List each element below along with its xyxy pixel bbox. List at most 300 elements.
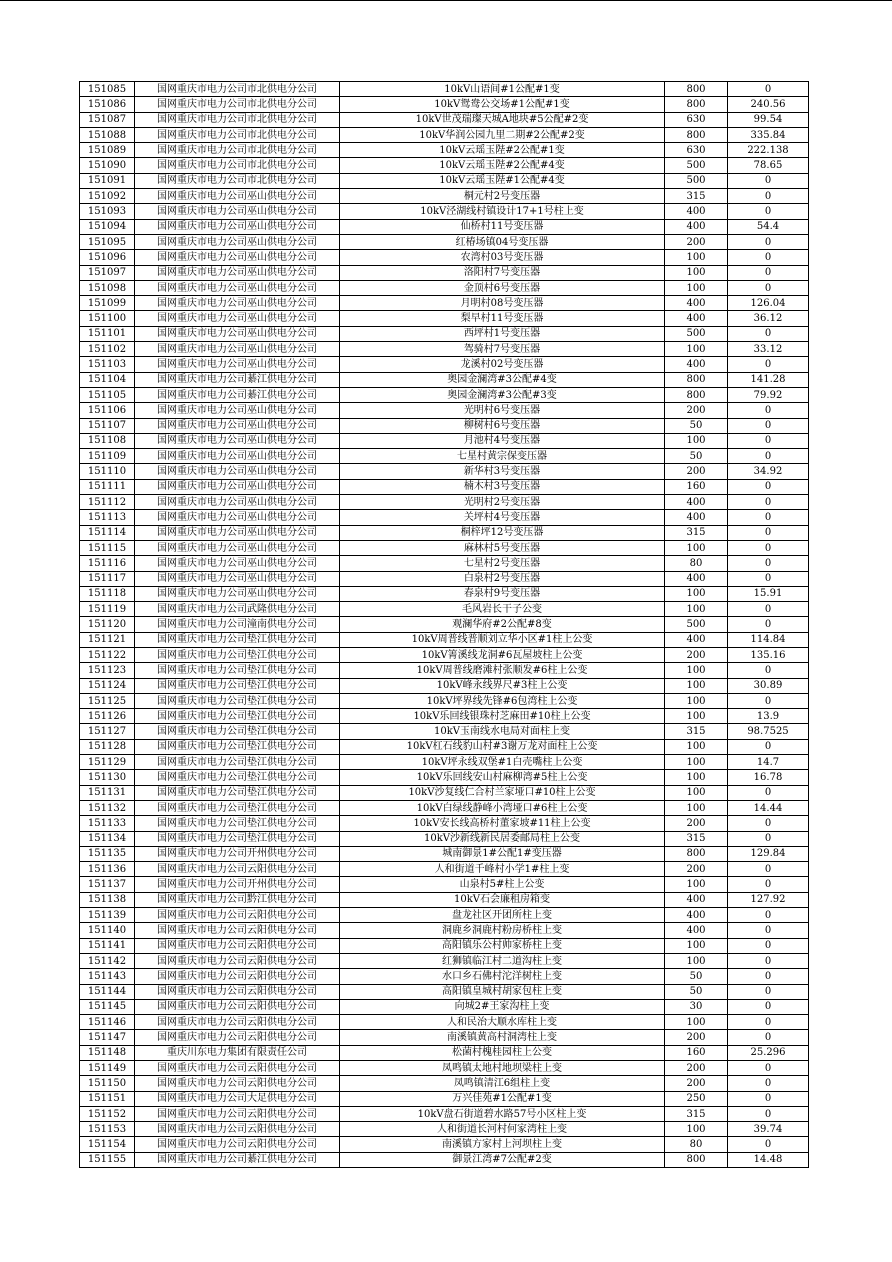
cell-transformer-name: 光明村2号变压器 — [340, 495, 665, 510]
table-row — [80, 908, 809, 923]
cell-id: 151144 — [80, 984, 135, 999]
cell-transformer-name: 10kV盘石街道碧水路57号小区柱上变 — [340, 1106, 665, 1121]
cell-value: 14.48 — [728, 1152, 809, 1167]
table-row — [80, 1091, 809, 1106]
cell-transformer-name: 龙溪村02号变压器 — [340, 357, 665, 372]
cell-id: 151085 — [80, 82, 135, 97]
cell-transformer-name: 西坪村1号变压器 — [340, 326, 665, 341]
cell-value: 0 — [728, 908, 809, 923]
cell-id: 151153 — [80, 1122, 135, 1137]
cell-company: 国网重庆市电力公司巫山供电分公司 — [135, 403, 340, 418]
cell-id: 151117 — [80, 571, 135, 586]
cell-capacity: 30 — [665, 999, 728, 1014]
cell-value: 25.296 — [728, 1045, 809, 1060]
cell-capacity: 50 — [665, 418, 728, 433]
cell-company: 国网重庆市电力公司大足供电分公司 — [135, 1091, 340, 1106]
cell-id: 151097 — [80, 265, 135, 280]
cell-value: 78.65 — [728, 158, 809, 173]
cell-company: 国网重庆市电力公司垫江供电分公司 — [135, 755, 340, 770]
cell-company: 国网重庆市电力公司巫山供电分公司 — [135, 556, 340, 571]
cell-capacity: 100 — [665, 433, 728, 448]
cell-company: 国网重庆市电力公司市北供电分公司 — [135, 173, 340, 188]
table-row — [80, 326, 809, 341]
cell-capacity: 100 — [665, 540, 728, 555]
cell-transformer-name: 月池村4号变压器 — [340, 433, 665, 448]
cell-transformer-name: 10kV杠石线豹山村#3谢万龙对面柱上公变 — [340, 739, 665, 754]
table-row — [80, 403, 809, 418]
table-row — [80, 1045, 809, 1060]
cell-value: 129.84 — [728, 846, 809, 861]
cell-company: 国网重庆市电力公司垫江供电分公司 — [135, 816, 340, 831]
cell-id: 151102 — [80, 342, 135, 357]
cell-transformer-name: 10kV安长线高桥村董家坡#11柱上公变 — [340, 816, 665, 831]
cell-company: 国网重庆市电力公司巫山供电分公司 — [135, 464, 340, 479]
table-row — [80, 571, 809, 586]
cell-company: 国网重庆市电力公司巫山供电分公司 — [135, 510, 340, 525]
cell-value: 30.89 — [728, 678, 809, 693]
cell-capacity: 100 — [665, 877, 728, 892]
cell-capacity: 400 — [665, 296, 728, 311]
cell-transformer-name: 10kV坪界线先锋#6包湾柱上公变 — [340, 693, 665, 708]
table-row — [80, 617, 809, 632]
cell-value: 135.16 — [728, 647, 809, 662]
cell-id: 151110 — [80, 464, 135, 479]
cell-capacity: 400 — [665, 632, 728, 647]
table-row — [80, 556, 809, 571]
cell-company: 国网重庆市电力公司武隆供电分公司 — [135, 602, 340, 617]
cell-id: 151094 — [80, 219, 135, 234]
cell-capacity: 200 — [665, 234, 728, 249]
cell-capacity: 200 — [665, 1076, 728, 1091]
cell-id: 151136 — [80, 862, 135, 877]
table-row — [80, 647, 809, 662]
cell-id: 151089 — [80, 143, 135, 158]
cell-id: 151113 — [80, 510, 135, 525]
cell-id: 151086 — [80, 97, 135, 112]
cell-transformer-name: 桐元村2号变压器 — [340, 189, 665, 204]
cell-capacity: 800 — [665, 1152, 728, 1167]
cell-company: 国网重庆市电力公司云阳供电分公司 — [135, 1122, 340, 1137]
cell-capacity: 100 — [665, 602, 728, 617]
cell-company: 国网重庆市电力公司市北供电分公司 — [135, 97, 340, 112]
table-row — [80, 862, 809, 877]
cell-capacity: 100 — [665, 953, 728, 968]
cell-transformer-name: 水口乡石佛村沱洋树柱上变 — [340, 969, 665, 984]
cell-transformer-name: 光明村6号变压器 — [340, 403, 665, 418]
cell-company: 国网重庆市电力公司云阳供电分公司 — [135, 1015, 340, 1030]
cell-company: 国网重庆市电力公司云阳供电分公司 — [135, 1106, 340, 1121]
cell-capacity: 400 — [665, 908, 728, 923]
cell-capacity: 100 — [665, 755, 728, 770]
cell-value: 141.28 — [728, 372, 809, 387]
cell-transformer-name: 南溪镇黄高村洞湾柱上变 — [340, 1030, 665, 1045]
cell-value: 0 — [728, 984, 809, 999]
cell-transformer-name: 10kV泾湖线村镇设计17+1号柱上变 — [340, 204, 665, 219]
table-row — [80, 969, 809, 984]
table-row — [80, 250, 809, 265]
cell-transformer-name: 10kV乐回线安山村麻柳湾#5柱上公变 — [340, 770, 665, 785]
cell-id: 151149 — [80, 1061, 135, 1076]
cell-id: 151145 — [80, 999, 135, 1014]
cell-transformer-name: 10kV山语间#1公配#1变 — [340, 82, 665, 97]
cell-transformer-name: 观澜华府#2公配#8变 — [340, 617, 665, 632]
cell-value: 0 — [728, 433, 809, 448]
cell-company: 国网重庆市电力公司綦江供电分公司 — [135, 1152, 340, 1167]
cell-company: 国网重庆市电力公司巫山供电分公司 — [135, 250, 340, 265]
cell-value: 14.7 — [728, 755, 809, 770]
cell-value: 0 — [728, 1106, 809, 1121]
cell-capacity: 100 — [665, 785, 728, 800]
cell-value: 33.12 — [728, 342, 809, 357]
cell-id: 151133 — [80, 816, 135, 831]
cell-company: 国网重庆市电力公司云阳供电分公司 — [135, 984, 340, 999]
table-row — [80, 540, 809, 555]
table-row — [80, 372, 809, 387]
cell-company: 国网重庆市电力公司市北供电分公司 — [135, 82, 340, 97]
cell-company: 国网重庆市电力公司巫山供电分公司 — [135, 357, 340, 372]
cell-company: 国网重庆市电力公司巫山供电分公司 — [135, 265, 340, 280]
cell-transformer-name: 柳树村6号变压器 — [340, 418, 665, 433]
cell-id: 151119 — [80, 602, 135, 617]
cell-capacity: 800 — [665, 387, 728, 402]
cell-capacity: 630 — [665, 143, 728, 158]
cell-id: 151101 — [80, 326, 135, 341]
cell-id: 151106 — [80, 403, 135, 418]
cell-value: 16.78 — [728, 770, 809, 785]
cell-value: 0 — [728, 1061, 809, 1076]
cell-capacity: 200 — [665, 816, 728, 831]
cell-transformer-name: 10kV沙新线新民居委邮局柱上公变 — [340, 831, 665, 846]
cell-value: 0 — [728, 265, 809, 280]
cell-id: 151125 — [80, 693, 135, 708]
cell-id: 151130 — [80, 770, 135, 785]
cell-company: 国网重庆市电力公司巫山供电分公司 — [135, 326, 340, 341]
table-row — [80, 1137, 809, 1152]
cell-company: 国网重庆市电力公司垫江供电分公司 — [135, 663, 340, 678]
cell-capacity: 200 — [665, 1061, 728, 1076]
cell-id: 151095 — [80, 234, 135, 249]
cell-id: 151112 — [80, 495, 135, 510]
cell-transformer-name: 金顶村6号变压器 — [340, 280, 665, 295]
cell-capacity: 100 — [665, 265, 728, 280]
table-row — [80, 1030, 809, 1045]
cell-company: 国网重庆市电力公司云阳供电分公司 — [135, 908, 340, 923]
table-row — [80, 846, 809, 861]
cell-value: 0 — [728, 617, 809, 632]
cell-value: 222.138 — [728, 143, 809, 158]
cell-value: 0 — [728, 739, 809, 754]
cell-id: 151091 — [80, 173, 135, 188]
cell-value: 0 — [728, 1091, 809, 1106]
cell-capacity: 100 — [665, 800, 728, 815]
cell-id: 151096 — [80, 250, 135, 265]
cell-capacity: 315 — [665, 1106, 728, 1121]
cell-transformer-name: 楠木村3号变压器 — [340, 479, 665, 494]
table-row — [80, 525, 809, 540]
cell-id: 151147 — [80, 1030, 135, 1045]
cell-value: 0 — [728, 403, 809, 418]
table-row — [80, 770, 809, 785]
cell-id: 151138 — [80, 892, 135, 907]
cell-transformer-name: 10kV华润公园九里二期#2公配#2变 — [340, 127, 665, 142]
cell-company: 国网重庆市电力公司云阳供电分公司 — [135, 1030, 340, 1045]
cell-id: 151134 — [80, 831, 135, 846]
cell-capacity: 500 — [665, 173, 728, 188]
cell-value: 0 — [728, 250, 809, 265]
cell-company: 国网重庆市电力公司云阳供电分公司 — [135, 1061, 340, 1076]
cell-transformer-name: 高阳镇乐公村帅家桥柱上变 — [340, 938, 665, 953]
transformer-table — [79, 81, 809, 1168]
cell-transformer-name: 山泉村5#柱上公变 — [340, 877, 665, 892]
cell-value: 54.4 — [728, 219, 809, 234]
cell-value: 0 — [728, 938, 809, 953]
cell-company: 国网重庆市电力公司巫山供电分公司 — [135, 449, 340, 464]
cell-id: 151105 — [80, 387, 135, 402]
cell-value: 0 — [728, 357, 809, 372]
cell-transformer-name: 七星村2号变压器 — [340, 556, 665, 571]
cell-capacity: 50 — [665, 969, 728, 984]
cell-transformer-name: 向城2#王家沟柱上变 — [340, 999, 665, 1014]
table-row — [80, 479, 809, 494]
cell-id: 151150 — [80, 1076, 135, 1091]
cell-transformer-name: 新华村3号变压器 — [340, 464, 665, 479]
cell-value: 14.44 — [728, 800, 809, 815]
table-row — [80, 800, 809, 815]
table-row — [80, 418, 809, 433]
cell-transformer-name: 御景江湾#7公配#2变 — [340, 1152, 665, 1167]
cell-id: 151088 — [80, 127, 135, 142]
table-row — [80, 342, 809, 357]
cell-transformer-name: 红椿场镇04号变压器 — [340, 234, 665, 249]
cell-value: 15.91 — [728, 586, 809, 601]
cell-capacity: 400 — [665, 923, 728, 938]
cell-capacity: 100 — [665, 709, 728, 724]
table-row — [80, 296, 809, 311]
cell-transformer-name: 10kV云瑶玉陛#2公配#1变 — [340, 143, 665, 158]
table-row — [80, 311, 809, 326]
cell-id: 151118 — [80, 586, 135, 601]
table-row — [80, 1106, 809, 1121]
cell-capacity: 800 — [665, 127, 728, 142]
cell-company: 国网重庆市电力公司巫山供电分公司 — [135, 433, 340, 448]
cell-value: 0 — [728, 418, 809, 433]
table-row — [80, 127, 809, 142]
cell-value: 13.9 — [728, 709, 809, 724]
cell-company: 国网重庆市电力公司开州供电分公司 — [135, 846, 340, 861]
cell-transformer-name: 10kV乐回线银珠村芝麻田#10柱上公变 — [340, 709, 665, 724]
cell-company: 国网重庆市电力公司垫江供电分公司 — [135, 693, 340, 708]
table-row — [80, 112, 809, 127]
cell-company: 国网重庆市电力公司巫山供电分公司 — [135, 280, 340, 295]
cell-capacity: 100 — [665, 342, 728, 357]
cell-id: 151116 — [80, 556, 135, 571]
cell-value: 0 — [728, 510, 809, 525]
cell-capacity: 400 — [665, 571, 728, 586]
cell-id: 151115 — [80, 540, 135, 555]
cell-capacity: 315 — [665, 724, 728, 739]
cell-id: 151142 — [80, 953, 135, 968]
cell-value: 0 — [728, 785, 809, 800]
cell-company: 国网重庆市电力公司云阳供电分公司 — [135, 969, 340, 984]
table-row — [80, 999, 809, 1014]
cell-transformer-name: 洞鹿乡洞鹿村粉房桥柱上变 — [340, 923, 665, 938]
table-row — [80, 143, 809, 158]
cell-capacity: 400 — [665, 204, 728, 219]
cell-id: 151122 — [80, 647, 135, 662]
cell-value: 0 — [728, 204, 809, 219]
cell-value: 0 — [728, 831, 809, 846]
cell-transformer-name: 10kV坪永线双堡#1白壳嘴柱上公变 — [340, 755, 665, 770]
cell-transformer-name: 10kV白绿线静峰小湾垭口#6柱上公变 — [340, 800, 665, 815]
cell-company: 国网重庆市电力公司巫山供电分公司 — [135, 204, 340, 219]
cell-id: 151143 — [80, 969, 135, 984]
table-row — [80, 1015, 809, 1030]
cell-transformer-name: 松菌村槐桂园柱上公变 — [340, 1045, 665, 1060]
cell-capacity: 100 — [665, 280, 728, 295]
cell-transformer-name: 10kV箐溪线龙洞#6瓦屋坡柱上公变 — [340, 647, 665, 662]
cell-capacity: 400 — [665, 510, 728, 525]
cell-id: 151090 — [80, 158, 135, 173]
cell-capacity: 100 — [665, 663, 728, 678]
cell-company: 国网重庆市电力公司云阳供电分公司 — [135, 938, 340, 953]
cell-value: 0 — [728, 556, 809, 571]
table-row — [80, 923, 809, 938]
cell-company: 国网重庆市电力公司巫山供电分公司 — [135, 189, 340, 204]
cell-value: 0 — [728, 816, 809, 831]
cell-capacity: 100 — [665, 739, 728, 754]
cell-capacity: 400 — [665, 311, 728, 326]
cell-id: 151126 — [80, 709, 135, 724]
cell-capacity: 315 — [665, 525, 728, 540]
cell-id: 151093 — [80, 204, 135, 219]
cell-company: 国网重庆市电力公司巫山供电分公司 — [135, 311, 340, 326]
cell-transformer-name: 凤鸣镇清江6组柱上变 — [340, 1076, 665, 1091]
table-row — [80, 449, 809, 464]
cell-value: 39.74 — [728, 1122, 809, 1137]
cell-company: 国网重庆市电力公司市北供电分公司 — [135, 143, 340, 158]
cell-value: 127.92 — [728, 892, 809, 907]
cell-value: 0 — [728, 189, 809, 204]
cell-transformer-name: 人和民治大顺水库柱上变 — [340, 1015, 665, 1030]
cell-id: 151108 — [80, 433, 135, 448]
table-row — [80, 495, 809, 510]
cell-transformer-name: 白泉村2号变压器 — [340, 571, 665, 586]
cell-value: 0 — [728, 234, 809, 249]
cell-capacity: 500 — [665, 617, 728, 632]
cell-company: 国网重庆市电力公司巫山供电分公司 — [135, 479, 340, 494]
cell-transformer-name: 人和街道长河村何家湾柱上变 — [340, 1122, 665, 1137]
cell-capacity: 800 — [665, 97, 728, 112]
cell-id: 151092 — [80, 189, 135, 204]
cell-id: 151121 — [80, 632, 135, 647]
cell-company: 国网重庆市电力公司巫山供电分公司 — [135, 342, 340, 357]
cell-value: 126.04 — [728, 296, 809, 311]
cell-id: 151104 — [80, 372, 135, 387]
cell-transformer-name: 奥园金澜湾#3公配#4变 — [340, 372, 665, 387]
cell-value: 0 — [728, 1076, 809, 1091]
cell-value: 99.54 — [728, 112, 809, 127]
cell-id: 151107 — [80, 418, 135, 433]
cell-company: 国网重庆市电力公司垫江供电分公司 — [135, 632, 340, 647]
cell-company: 国网重庆市电力公司云阳供电分公司 — [135, 923, 340, 938]
page-top-border — [0, 0, 892, 1]
cell-capacity: 100 — [665, 1015, 728, 1030]
table-row — [80, 709, 809, 724]
table-row — [80, 892, 809, 907]
cell-transformer-name: 仙桥村11号变压器 — [340, 219, 665, 234]
cell-capacity: 800 — [665, 82, 728, 97]
table-body — [80, 82, 809, 1168]
cell-capacity: 200 — [665, 862, 728, 877]
cell-capacity: 100 — [665, 938, 728, 953]
cell-capacity: 200 — [665, 647, 728, 662]
cell-capacity: 400 — [665, 495, 728, 510]
cell-company: 国网重庆市电力公司市北供电分公司 — [135, 127, 340, 142]
cell-company: 国网重庆市电力公司垫江供电分公司 — [135, 831, 340, 846]
cell-value: 0 — [728, 525, 809, 540]
cell-value: 0 — [728, 495, 809, 510]
cell-capacity: 250 — [665, 1091, 728, 1106]
table-row — [80, 877, 809, 892]
cell-value: 0 — [728, 923, 809, 938]
cell-transformer-name: 高阳镇皇城村胡家包柱上变 — [340, 984, 665, 999]
cell-value: 0 — [728, 663, 809, 678]
cell-value: 0 — [728, 479, 809, 494]
cell-id: 151087 — [80, 112, 135, 127]
cell-company: 国网重庆市电力公司潼南供电分公司 — [135, 617, 340, 632]
cell-transformer-name: 驾骑村7号变压器 — [340, 342, 665, 357]
cell-capacity: 200 — [665, 1030, 728, 1045]
table-row — [80, 204, 809, 219]
cell-company: 国网重庆市电力公司垫江供电分公司 — [135, 785, 340, 800]
cell-capacity: 100 — [665, 250, 728, 265]
table-row — [80, 433, 809, 448]
cell-value: 0 — [728, 82, 809, 97]
cell-value: 0 — [728, 540, 809, 555]
cell-company: 国网重庆市电力公司巫山供电分公司 — [135, 418, 340, 433]
cell-company: 国网重庆市电力公司巫山供电分公司 — [135, 540, 340, 555]
cell-value: 0 — [728, 326, 809, 341]
cell-transformer-name: 10kV沙复线仁合村兰家垭口#10柱上公变 — [340, 785, 665, 800]
table-row — [80, 678, 809, 693]
cell-capacity: 100 — [665, 693, 728, 708]
cell-id: 151152 — [80, 1106, 135, 1121]
cell-id: 151120 — [80, 617, 135, 632]
cell-transformer-name: 万兴佳苑#1公配#1变 — [340, 1091, 665, 1106]
table-row — [80, 280, 809, 295]
cell-capacity: 80 — [665, 1137, 728, 1152]
cell-value: 0 — [728, 953, 809, 968]
table-row — [80, 663, 809, 678]
cell-id: 151141 — [80, 938, 135, 953]
cell-transformer-name: 梨早村11号变压器 — [340, 311, 665, 326]
cell-id: 151137 — [80, 877, 135, 892]
cell-capacity: 630 — [665, 112, 728, 127]
cell-company: 国网重庆市电力公司垫江供电分公司 — [135, 739, 340, 754]
table-row — [80, 158, 809, 173]
cell-id: 151098 — [80, 280, 135, 295]
cell-transformer-name: 10kV峰永线界尺#3柱上公变 — [340, 678, 665, 693]
cell-capacity: 50 — [665, 984, 728, 999]
cell-transformer-name: 10kV周普线磨滩村张顺发#6柱上公变 — [340, 663, 665, 678]
cell-capacity: 400 — [665, 357, 728, 372]
cell-transformer-name: 10kV周普线普顺刘立华小区#1柱上公变 — [340, 632, 665, 647]
cell-transformer-name: 关坪村4号变压器 — [340, 510, 665, 525]
cell-capacity: 400 — [665, 892, 728, 907]
cell-company: 国网重庆市电力公司巫山供电分公司 — [135, 586, 340, 601]
table-row — [80, 632, 809, 647]
table-row — [80, 816, 809, 831]
